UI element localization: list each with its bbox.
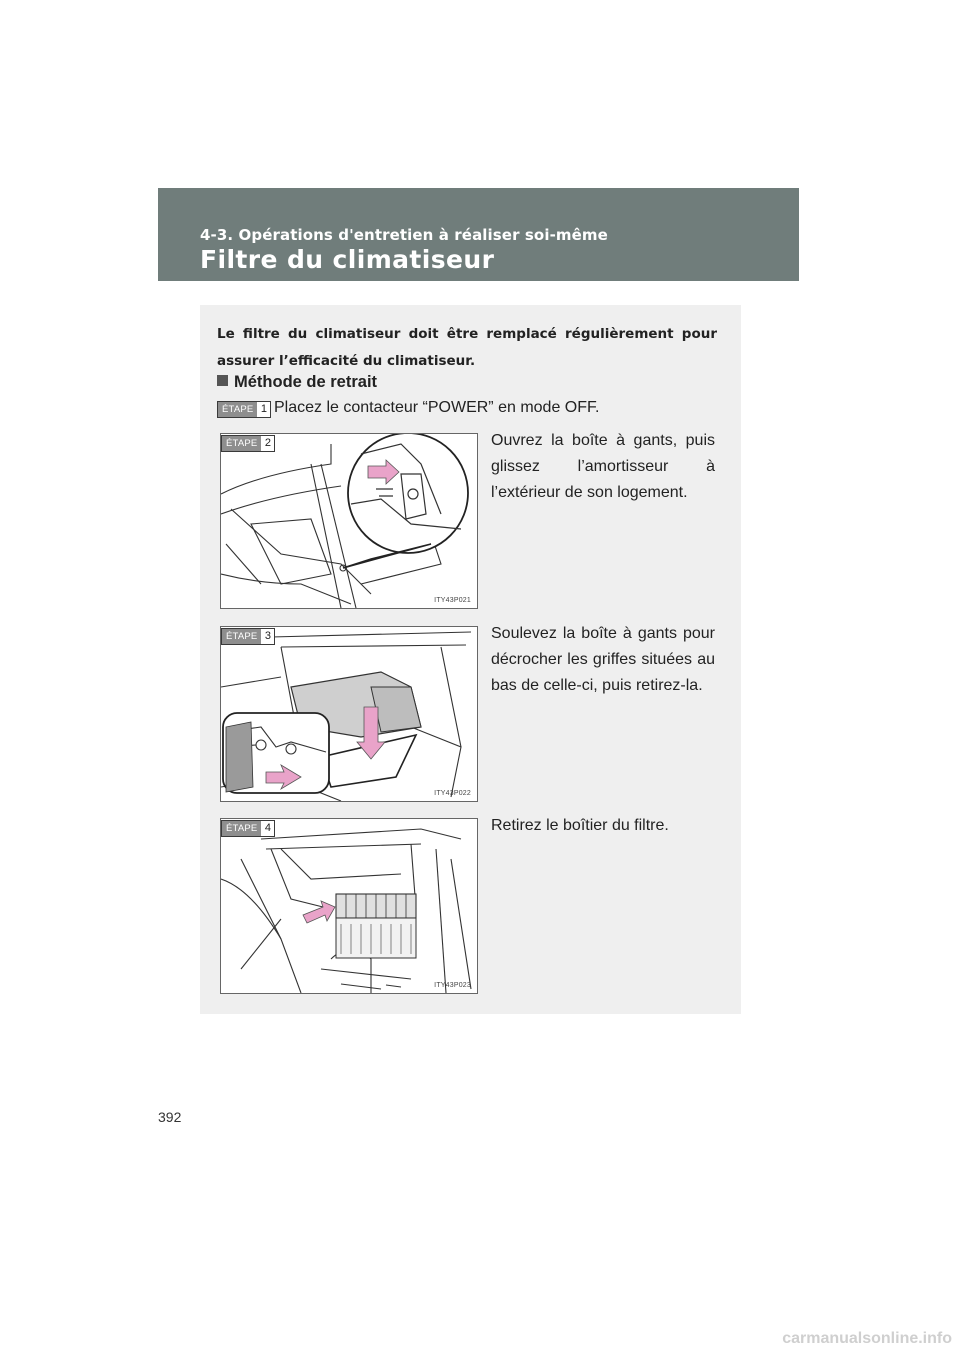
step-badge-number: 3 — [264, 630, 272, 642]
page-number: 392 — [158, 1109, 182, 1125]
step-badge-number: 4 — [264, 822, 272, 834]
step-badge-2 — [221, 435, 275, 452]
filter-case-illustration — [221, 819, 477, 993]
step-badge-label: ÉTAPE — [218, 402, 257, 417]
page-title: Filtre du climatiseur — [200, 245, 495, 274]
step-1-text: Placez le contacteur “POWER” en mode OFF. — [274, 399, 600, 416]
step-badge-label: ÉTAPE — [222, 821, 261, 836]
figure-code: ITY43P023 — [434, 982, 471, 989]
glovebox-damper-illustration — [221, 434, 477, 608]
glovebox-removal-illustration — [221, 627, 477, 801]
watermark: carmanualsonline.info — [782, 1330, 952, 1347]
figure-step-2 — [220, 433, 478, 609]
figure-code: ITY43P021 — [434, 597, 471, 604]
figure-code: ITY43P022 — [434, 790, 471, 797]
step-badge-label: ÉTAPE — [222, 629, 261, 644]
step-badge-label: ÉTAPE — [222, 436, 261, 451]
step-4-text: Retirez le boîtier du filtre. — [491, 817, 669, 834]
step-badge-4 — [221, 820, 275, 837]
step-badge-1 — [217, 401, 271, 418]
step-3-text: Soulevez la boîte à gants pour décrocher les griffes situées au bas de celle-ci, puis retirez-la. — [491, 625, 715, 694]
intro-text: Le filtre du climatiseur doit être remplacé régulièrement pour assurer l’efficacité du climatiseur. — [217, 326, 717, 369]
figure-step-4 — [220, 818, 478, 994]
section-label: 4-3. Opérations d'entretien à réaliser soi-même — [200, 226, 608, 244]
step-badge-number: 2 — [264, 437, 272, 449]
square-bullet-icon — [217, 375, 228, 386]
step-badge-number: 1 — [260, 403, 268, 415]
subheading-label: Méthode de retrait — [234, 373, 378, 391]
section-header — [158, 188, 799, 281]
step-2-text: Ouvrez la boîte à gants, puis glissez l’amortisseur à l’extérieur de son logement. — [491, 432, 715, 501]
figure-step-3 — [220, 626, 478, 802]
step-badge-3 — [221, 628, 275, 645]
subheading — [217, 373, 377, 392]
